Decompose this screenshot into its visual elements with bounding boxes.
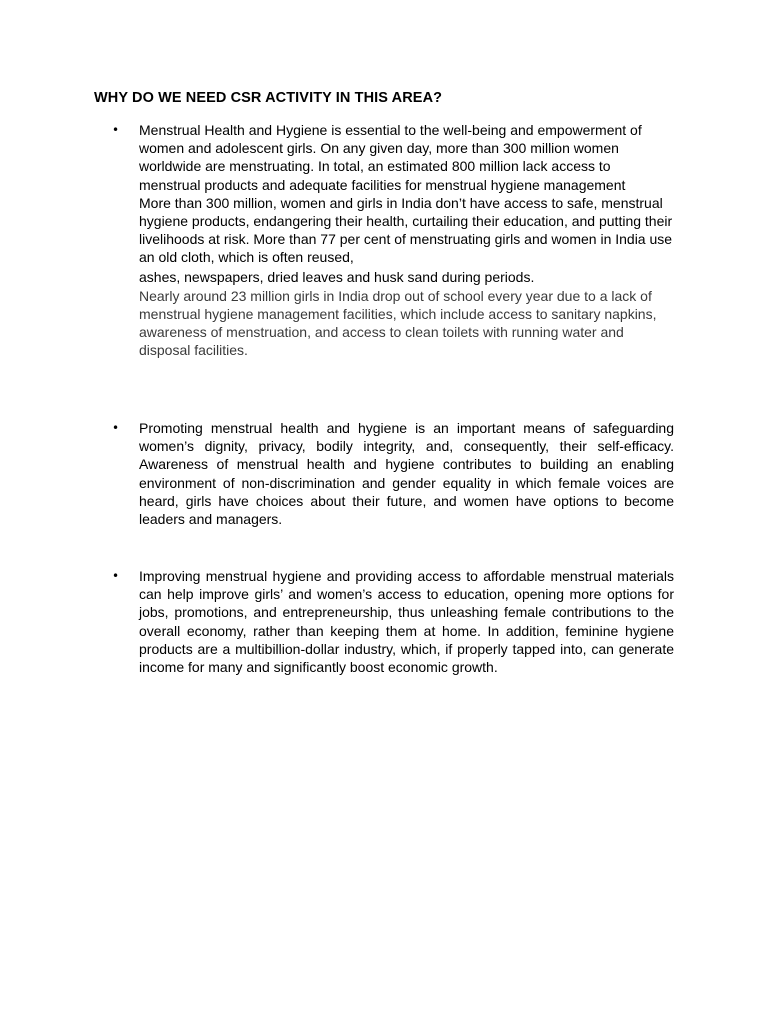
paragraph-economy: Improving menstrual hygiene and providing access to affordable menstrual materials can help improve girls’ and women’s access to education, opening more options for jobs, promotions, and entrepreneurship, thus unleashing female contributions to the overall economy, rather than keeping them at home. In addition, feminine hygiene products are a multibillion-dollar industry, which, if properly tapped into, can generate income for many and significantly boost economic growth. xyxy=(139,568,674,676)
paragraph-india-access: More than 300 million, women and girls in India don’t have access to safe, menstrual hygiene products, endangering their health, curtailing their education, and putting their livelihoods at risk. More than 77 per cent of menstruating girls and women in India use an old cloth, which is often reused, xyxy=(139,194,673,266)
paragraph-dignity: Promoting menstrual health and hygiene is an important means of safeguarding women’s dignity, privacy, bodily integrity, and, consequently, their self-efficacy. Awareness of menstrual health and hygiene contributes to building an enabling environment of non-discrimination and gender equality in which female voices are heard, girls have choices about their future, and women have options to become leaders and managers. xyxy=(139,420,674,528)
bullet-text xyxy=(139,121,674,360)
bullet-text xyxy=(139,567,674,676)
bullet-text xyxy=(139,419,674,528)
paragraph-ashes: ashes, newspapers, dried leaves and husk sand during periods. xyxy=(139,268,535,285)
bullet-icon: • xyxy=(112,123,120,137)
bullet-icon: • xyxy=(112,569,120,583)
section-heading: WHY DO WE NEED CSR ACTIVITY IN THIS AREA? xyxy=(94,90,443,106)
bullet-icon: • xyxy=(112,421,120,435)
paragraph-intro: Menstrual Health and Hygiene is essential to the well-being and empowerment of women and adolescent girls. On any given day, more than 300 million women worldwide are menstruating. In total, an estimated 800 million lack access to menstrual products and adequate facilities for menstrual hygiene management xyxy=(139,122,642,193)
paragraph-dropout: Nearly around 23 million girls in India drop out of school every year due to a lack of menstrual hygiene management facilities, which include access to sanitary napkins, awareness of menstruation, and access to clean toilets with running water and disposal facilities. xyxy=(139,287,657,359)
